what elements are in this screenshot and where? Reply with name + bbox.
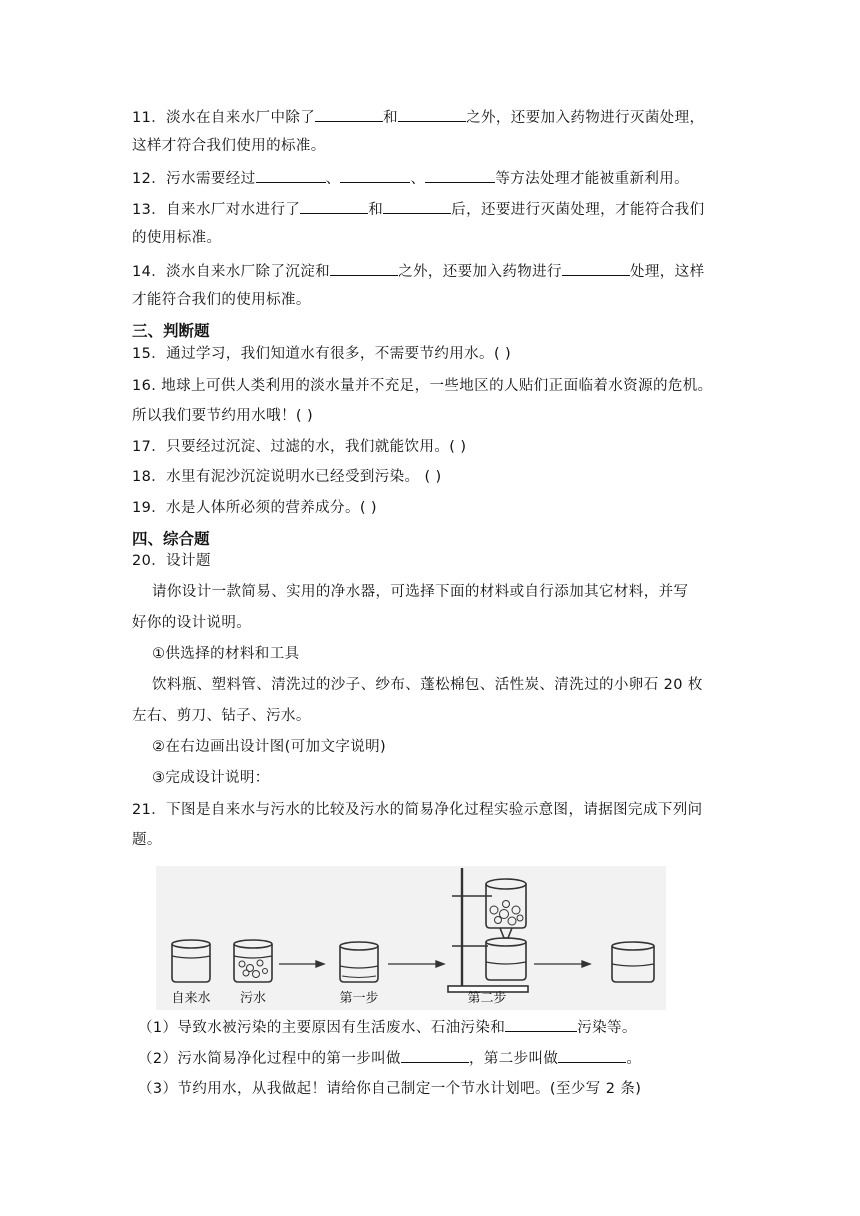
- q13-text-a: 自来水厂对水进行了: [166, 202, 301, 218]
- q12-text-a: 污水需要经过: [166, 171, 256, 187]
- q13-line2: 的使用标准。: [132, 230, 222, 246]
- label-tap-water: 自来水: [171, 990, 211, 1005]
- q20-item-1: ①供选择的材料和工具: [152, 646, 300, 662]
- q16-line1: 16. 地球上可供人类利用的淡水量并不充足，一些地区的人贴们正面临着水资源的危机。: [132, 378, 713, 394]
- q11-text-a: 淡水在自来水厂中除了: [166, 110, 316, 126]
- q21-sub-1-text: （1）导致水被污染的主要原因有生活废水、石油污染和: [138, 1020, 506, 1036]
- q21-sub-1-tail: 污染等。: [577, 1020, 637, 1036]
- q14-blank-1[interactable]: [330, 260, 398, 276]
- q12-sep-1: 、: [325, 171, 341, 187]
- q12-number: 12．: [132, 171, 167, 187]
- q20-materials-1: 饮料瓶、塑料管、清洗过的沙子、纱布、蓬松棉包、活性炭、清洗过的小卵石 20 枚: [152, 677, 703, 693]
- q11-text-c: 之外，还要加入药物进行灭菌处理，: [466, 110, 705, 126]
- q11-text-b: 和: [383, 110, 399, 126]
- q13-text-c: 后，还要进行灭菌处理，才能符合我们: [451, 202, 705, 218]
- q19: 19．水是人体所必须的营养成分。( ): [132, 500, 377, 516]
- q12-blank-1[interactable]: [256, 167, 326, 183]
- q11-number: 11．: [132, 110, 167, 126]
- q12-sep-2: 、: [410, 171, 426, 187]
- q11-blank-1[interactable]: [315, 106, 383, 122]
- q14-text-b: 之外，还要加入药物进行: [398, 264, 562, 280]
- q14-blank-2[interactable]: [562, 260, 630, 276]
- q14-line2: 才能符合我们的使用标准。: [132, 292, 311, 308]
- q20-text-1: 请你设计一款简易、实用的净水器，可选择下面的材料或自行添加其它材料，并写: [152, 584, 689, 600]
- q20-head: 20．设计题: [132, 553, 211, 569]
- q21-text-1: 21．下图是自来水与污水的比较及污水的简易净化过程实验示意图，请据图完成下列问: [132, 802, 703, 818]
- q21-sub-2-blank-1[interactable]: [401, 1047, 469, 1063]
- q11-blank-2[interactable]: [398, 106, 466, 122]
- q12-blank-2[interactable]: [340, 167, 410, 183]
- section-4-title: 四、综合题: [132, 530, 210, 548]
- q20-item-2: ②在右边画出设计图(可加文字说明): [152, 739, 387, 755]
- q21-sub-1: [138, 1016, 637, 1038]
- q11-line1: [132, 106, 704, 128]
- q21-sub-1-blank[interactable]: [505, 1016, 577, 1032]
- q16-line2: 所以我们要节约用水哦！( ): [132, 408, 314, 424]
- purification-figure: [156, 866, 666, 1010]
- label-step-1: 第一步: [339, 990, 379, 1005]
- q18: 18．水里有泥沙沉淀说明水已经受到污染。 ( ): [132, 469, 442, 485]
- q14-text-c: 处理，这样: [629, 264, 705, 280]
- q13-line1: [132, 198, 704, 220]
- q12-line: [132, 167, 689, 189]
- q21-text-2: 题。: [132, 832, 162, 848]
- section-3-title: 三、判断题: [132, 322, 210, 340]
- label-dirty-water: 污水: [239, 990, 267, 1005]
- q20-materials-2: 左右、剪刀、钻子、污水。: [132, 708, 311, 724]
- q13-blank-2[interactable]: [383, 198, 451, 214]
- q21-sub-2-blank-2[interactable]: [558, 1047, 626, 1063]
- q13-number: 13．: [132, 202, 167, 218]
- q21-sub-2-text-c: 。: [626, 1051, 642, 1067]
- q17: 17．只要经过沉淀、过滤的水，我们就能饮用。( ): [132, 439, 467, 455]
- q14-line1: [132, 260, 704, 282]
- q12-blank-3[interactable]: [425, 167, 495, 183]
- q20-item-3: ③完成设计说明：: [152, 770, 270, 786]
- q13-text-b: 和: [368, 202, 384, 218]
- q14-text-a: 淡水自来水厂除了沉淀和: [166, 264, 331, 280]
- q14-number: 14．: [132, 264, 167, 280]
- label-step-2: 第二步: [467, 990, 507, 1005]
- q15: 15．通过学习，我们知道水有很多，不需要节约用水。( ): [132, 346, 512, 362]
- q21-sub-2: [138, 1047, 641, 1069]
- q13-blank-1[interactable]: [300, 198, 368, 214]
- q20-text-2: 好你的设计说明。: [132, 615, 252, 631]
- q12-text-tail: 等方法处理才能被重新利用。: [495, 171, 690, 187]
- q21-sub-2-text-a: （2）污水简易净化过程中的第一步叫做: [138, 1051, 401, 1067]
- q21-sub-2-text-b: ，第二步叫做: [468, 1051, 559, 1067]
- q11-line2: 这样才符合我们使用的标准。: [132, 138, 326, 154]
- q21-sub-3: （3）节约用水，从我做起！请给你自己制定一个节水计划吧。(至少写 2 条): [138, 1081, 642, 1097]
